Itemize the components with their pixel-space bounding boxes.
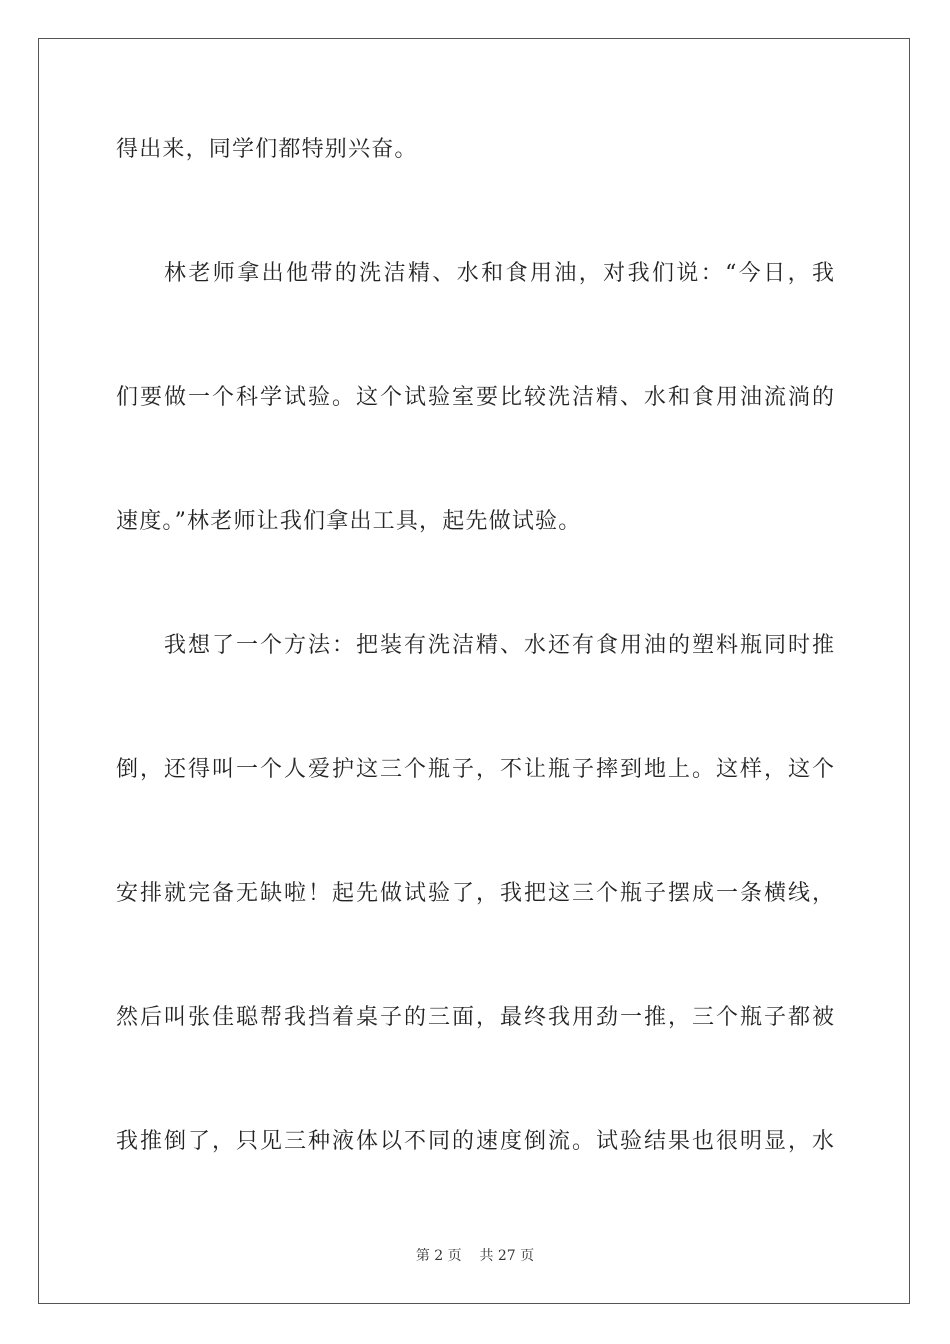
text-line-7: 安排就完备无缺啦！起先做试验了，我把这三个瓶子摆成一条横线， (116, 881, 834, 906)
text-line-8: 然后叫张佳聪帮我挡着桌子的三面，最终我用劲一推，三个瓶子都被 (116, 1005, 834, 1030)
page-total: 共 27 页 (479, 1248, 535, 1264)
text-line-4: 速度。”林老师让我们拿出工具，起先做试验。 (116, 509, 582, 534)
text-line-6: 倒，还得叫一个人爱护这三个瓶子，不让瓶子摔到地上。这样，这个 (116, 757, 834, 782)
text-line-2: 林老师拿出他带的洗洁精、水和食用油，对我们说：“今日，我 (164, 261, 834, 286)
text-line-9: 我推倒了，只见三种液体以不同的速度倒流。试验结果也很明显，水 (116, 1129, 834, 1154)
page-footer (0, 1247, 950, 1265)
text-line-3: 们要做一个科学试验。这个试验室要比较洗洁精、水和食用油流淌的 (116, 385, 834, 410)
text-line-5: 我想了一个方法：把装有洗洁精、水还有食用油的塑料瓶同时推 (164, 633, 834, 658)
text-line-1: 得出来，同学们都特别兴奋。 (116, 137, 418, 162)
page-border (38, 38, 910, 1304)
page-number: 第 2 页 (415, 1248, 462, 1264)
